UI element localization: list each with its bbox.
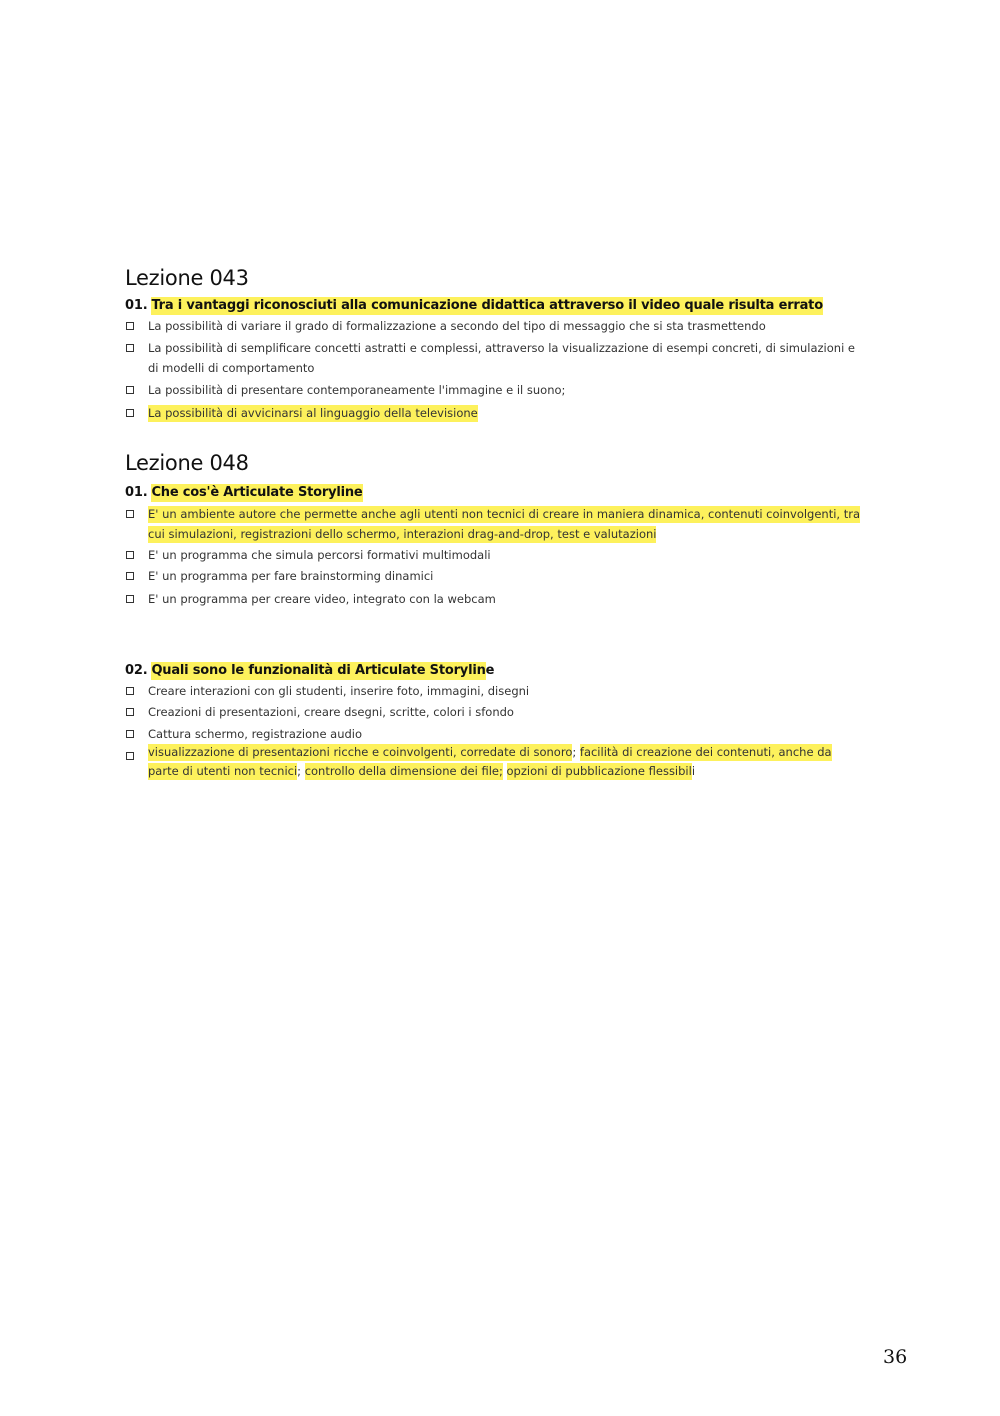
answer-option[interactable] — [125, 743, 865, 781]
answer-option[interactable] — [125, 566, 865, 586]
lesson-title: Lezione 048 — [125, 451, 249, 475]
checkbox-icon[interactable] — [126, 730, 134, 738]
option-line: facilità di creazione dei contenuti, anche da parte di utenti non tecnici — [148, 745, 832, 778]
option-text: La possibilità di avvicinarsi al linguaggio della televisione — [148, 406, 478, 420]
option-text: Creare interazioni con gli studenti, inserire foto, immagini, disegni — [148, 684, 530, 698]
option-text: Cattura schermo, registrazione audio — [148, 727, 363, 741]
option-text: La possibilità di variare il grado di formalizzazione a secondo del tipo di messaggio che si sta trasmettendo — [148, 319, 766, 333]
question-text: Quali sono le funzionalità di Articulate Storylin — [151, 663, 486, 678]
answer-option[interactable] — [125, 545, 865, 565]
question-number: 02. — [125, 663, 148, 678]
answer-option[interactable] — [125, 316, 865, 336]
question-title — [125, 483, 363, 502]
checkbox-icon[interactable] — [126, 752, 134, 760]
checkbox-icon[interactable] — [126, 572, 134, 580]
option-text: Creazioni di presentazioni, creare dsegni, scritte, colori i sfondo — [148, 705, 514, 719]
answer-option[interactable] — [125, 380, 865, 400]
option-line: controllo della dimensione dei file; — [304, 764, 503, 778]
question-title — [125, 661, 494, 680]
option-line: opzioni di pubblicazione flessibil — [506, 764, 692, 778]
checkbox-icon[interactable] — [126, 687, 134, 695]
answer-option[interactable] — [125, 702, 865, 722]
question-number: 01. — [125, 485, 148, 500]
option-line-tail: i — [691, 764, 696, 778]
answer-option[interactable] — [125, 403, 865, 423]
checkbox-icon[interactable] — [126, 595, 134, 603]
answer-option[interactable] — [125, 681, 865, 701]
option-text: E' un programma per creare video, integrato con la webcam — [148, 592, 496, 606]
option-text: E' un programma per fare brainstorming dinamici — [148, 569, 434, 583]
lesson-title: Lezione 043 — [125, 266, 249, 290]
option-text: E' un programma che simula percorsi formativi multimodali — [148, 548, 491, 562]
answer-option[interactable] — [125, 724, 865, 744]
question-text-tail: e — [485, 663, 495, 678]
checkbox-icon[interactable] — [126, 386, 134, 394]
answer-option[interactable] — [125, 589, 865, 609]
checkbox-icon[interactable] — [126, 551, 134, 559]
checkbox-icon[interactable] — [126, 708, 134, 716]
checkbox-icon[interactable] — [126, 510, 134, 518]
checkbox-icon[interactable] — [126, 322, 134, 330]
question-number: 01. — [125, 298, 148, 313]
option-line-tail: ; — [297, 764, 302, 778]
option-text: La possibilità di presentare contemporaneamente l'immagine e il suono; — [148, 383, 566, 397]
question-text: Tra i vantaggi riconosciuti alla comunicazione didattica attraverso il video quale risulta errato — [151, 298, 823, 313]
question-title — [125, 296, 823, 315]
option-line: visualizzazione di presentazioni ricche e coinvolgenti, corredate di sonoro — [148, 745, 573, 759]
checkbox-icon[interactable] — [126, 344, 134, 352]
option-line-tail: ; — [572, 745, 577, 759]
answer-option[interactable] — [125, 504, 865, 544]
answer-option[interactable] — [125, 338, 865, 378]
option-text: La possibilità di semplificare concetti astratti e complessi, attraverso la visualizzazione di esempi concreti, di simulazioni e di modelli di comportamento — [148, 341, 855, 375]
option-text — [148, 743, 865, 781]
question-text: Che cos'è Articulate Storyline — [151, 485, 363, 500]
page-number: 36 — [883, 1346, 908, 1368]
option-text: E' un ambiente autore che permette anche agli utenti non tecnici di creare in maniera dinamica, contenuti coinvolgenti, tra cui simulazioni, registrazioni dello schermo, interazioni drag-and-drop, test e valutazioni — [148, 507, 861, 541]
checkbox-icon[interactable] — [126, 409, 134, 417]
